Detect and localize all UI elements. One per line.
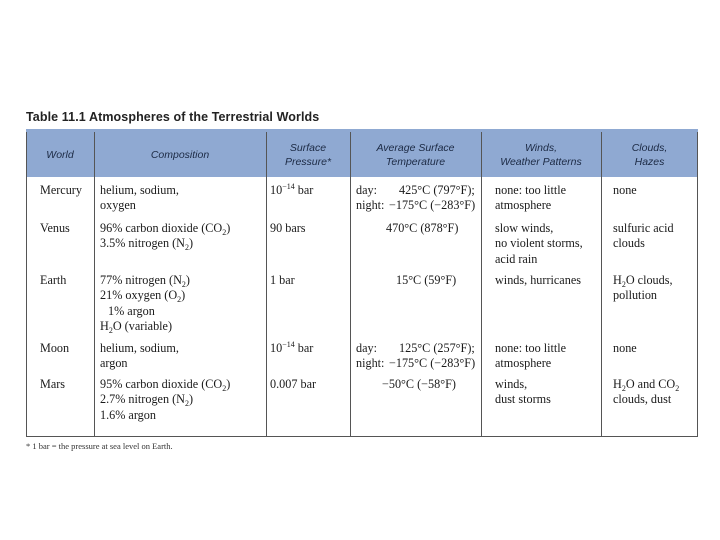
subscript: 2 [108,325,113,335]
cell-temperature-venus: 470°C (878°F) [386,221,459,235]
cell-clouds-earth [613,273,673,304]
column-divider [26,132,27,436]
clouds-text: clouds, dust [613,392,672,407]
composition-text: 95% carbon dioxide (CO [100,377,223,391]
subscript: 2 [184,243,189,253]
temp-day-label: day: [356,341,377,355]
temp-night-value: −175°C (−283°F) [389,356,476,370]
table-caption: Table 11.1 Atmospheres of the Terrestrial Worlds [26,110,320,124]
clouds-text: H [613,377,622,391]
pressure-exponent: −14 [282,182,295,191]
cell-world-moon: Moon [40,341,70,355]
composition-text: ) [188,392,194,407]
composition-text: ) [188,236,194,251]
pressure-unit: bar [294,341,314,355]
header-temperature: Average Surface Temperature [376,141,455,168]
header-world: World [46,148,74,161]
composition-text: ) [226,221,231,235]
header-pressure: Surface Pressure* [284,141,332,168]
temp-night-label: night: [356,198,385,212]
column-divider [94,132,95,436]
cell-temperature-mars: −50°C (−58°F) [382,377,456,391]
pressure-unit: bar [294,183,314,197]
atmospheres-table [26,132,698,437]
composition-text: ) [181,288,186,303]
composition-text: 1.6% argon [100,407,156,422]
cell-composition-venus [100,221,230,252]
cell-pressure-mars: 0.007 bar [270,377,317,391]
table-header [26,132,698,177]
cell-composition-moon: helium, sodium, argon [100,341,179,371]
cell-temperature-earth: 15°C (59°F) [396,273,457,287]
cell-composition-mercury: helium, sodium, oxygen [100,183,179,213]
temp-night-label: night: [356,356,385,370]
column-divider [481,132,482,436]
cell-composition-earth [100,273,190,334]
cell-world-venus: Venus [40,221,70,235]
cell-winds-earth: winds, hurricanes [495,273,581,287]
composition-text: 21% oxygen (O [100,288,178,303]
cell-world-earth: Earth [40,273,67,287]
composition-text: ) [185,273,190,287]
cell-world-mars: Mars [40,377,66,391]
cell-clouds-mercury: none [613,183,637,197]
cell-temperature-mercury [356,183,480,215]
cell-clouds-venus: sulfuric acid clouds [613,221,674,251]
cell-composition-mars [100,377,230,423]
composition-line [100,236,194,253]
cell-pressure-moon [270,341,313,356]
composition-text: 96% carbon dioxide (CO [100,221,223,235]
temp-day-label: day: [356,183,377,197]
composition-text: 2.7% nitrogen (N [100,392,185,407]
composition-line [100,221,230,235]
column-divider [266,132,267,436]
header-winds: Winds, Weather Patterns [500,141,582,168]
cell-pressure-venus: 90 bars [270,221,306,235]
pressure-exponent: −14 [282,340,295,349]
clouds-text: pollution [613,288,658,303]
column-divider [601,132,602,436]
subscript: 2 [177,295,182,305]
composition-text: 3.5% nitrogen (N [100,236,185,251]
clouds-text: O clouds, [625,273,673,287]
composition-text: ) [226,377,231,391]
column-divider [697,132,698,436]
subscript: 2 [621,384,626,393]
cell-winds-mars: winds, dust storms [495,377,551,407]
temp-night-value: −175°C (−283°F) [389,198,476,212]
cell-temperature-moon [356,341,480,373]
composition-text: O (variable) [112,318,173,333]
composition-text: H [100,318,109,333]
table-footnote: * 1 bar = the pressure at sea level on Earth. [26,441,173,451]
cell-winds-mercury: none: too little atmosphere [495,183,567,213]
cell-winds-moon: none: too little atmosphere [495,341,567,371]
pressure-base: 10 [270,341,283,355]
clouds-text: O and CO [625,377,676,391]
temp-day-value: 125°C (257°F); [399,341,475,355]
header-clouds: Clouds, Hazes [631,141,668,168]
cell-clouds-mars [613,377,679,408]
cell-clouds-moon: none [613,341,637,355]
composition-text: 1% argon [108,303,155,318]
subscript: 2 [675,384,680,393]
column-divider [350,132,351,436]
pressure-base: 10 [270,183,283,197]
cell-winds-venus: slow winds, no violent storms, acid rain [495,221,583,266]
temp-day-value: 425°C (797°F); [399,183,475,197]
subscript: 2 [181,280,186,289]
cell-world-mercury: Mercury [40,183,82,197]
subscript: 2 [222,228,227,237]
subscript: 2 [222,384,227,393]
subscript: 2 [621,280,626,289]
cell-pressure-earth: 1 bar [270,273,295,287]
header-composition: Composition [150,148,210,161]
clouds-text: H [613,273,622,287]
subscript: 2 [184,399,189,409]
cell-pressure-mercury [270,183,313,198]
composition-text: 77% nitrogen (N [100,273,182,287]
